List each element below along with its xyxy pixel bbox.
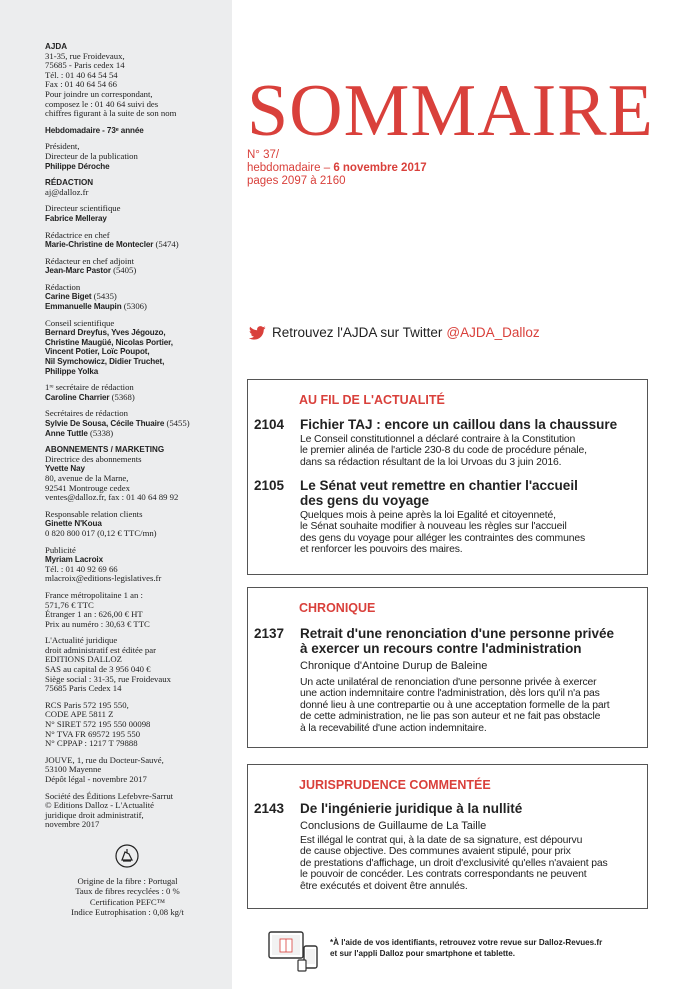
- entry-byline: Conclusions de Guillaume de La Taille: [300, 820, 487, 832]
- role-label: Responsable relation clients: [45, 508, 143, 519]
- issue-date: 6 novembre 2017: [333, 162, 427, 174]
- summary-line: à la recevabilité d'une action indemnitaire.: [300, 722, 487, 734]
- registry-line: RCS Paris 572 195 550,: [45, 699, 129, 710]
- copyright-line: novembre 2017: [45, 819, 100, 830]
- publisher-line: 75685 Paris Cedex 14: [45, 683, 122, 694]
- summary-line: et renforcer les pouvoirs des maires.: [300, 544, 463, 556]
- address-block: [45, 42, 230, 119]
- section-heading: JURISPRUDENCE COMMENTÉE: [299, 778, 491, 792]
- person-names: Bernard Dreyfus, Yves Jégouzo,: [45, 328, 166, 338]
- contact-line: ventes@dalloz.fr, fax : 01 40 64 89 92: [45, 492, 179, 503]
- summary-line: être exécutés et doivent être annulés.: [300, 880, 468, 892]
- extension: (5368): [109, 391, 135, 402]
- publisher-line: Siège social : 31-35, rue Froidevaux: [45, 673, 171, 684]
- copyright-line: © Editions Dalloz - L'Actualité: [45, 800, 155, 811]
- copyright-line: juridique droit administratif,: [45, 809, 144, 820]
- secretaire-block: [45, 383, 230, 402]
- section-heading: CHRONIQUE: [299, 601, 376, 615]
- section-heading: AU FIL DE L'ACTUALITÉ: [299, 393, 445, 407]
- abonnements-block: [45, 445, 230, 503]
- extension: (5405): [110, 265, 137, 276]
- entry-summary: [300, 434, 640, 468]
- entry-title: [300, 801, 640, 816]
- address-line: 80, avenue de la Marne,: [45, 472, 129, 483]
- relation-block: [45, 510, 230, 539]
- summary-line: Le Conseil constitutionnel a déclaré contraire à la Constitution: [300, 434, 576, 445]
- footer-note: [330, 937, 602, 959]
- copyright-line: Société des Éditions Lefebvre-Sarrut: [45, 790, 174, 801]
- summary-line: Quelques mois à peine après la loi Egalité et citoyenneté,: [300, 510, 556, 521]
- red-adj-block: [45, 257, 230, 276]
- role-label: Directrice des abonnements: [45, 453, 142, 464]
- summary-line: donné lieu à une contrepartie ou à une acceptation formelle de la part: [300, 699, 610, 711]
- registry-line: N° SIRET 572 195 550 00098: [45, 719, 151, 730]
- person-name: Ginette N'Koua: [45, 519, 102, 529]
- price-line: Prix au numéro : 30,63 € TTC: [45, 618, 150, 629]
- page-number: 2137: [254, 626, 285, 641]
- entry-summary: [300, 677, 640, 734]
- section-box: [247, 379, 648, 575]
- twitter-handle-link[interactable]: @AJDA_Dalloz: [446, 325, 540, 340]
- extension: (5306): [121, 301, 147, 312]
- price-line: Étranger 1 an : 626,00 € HT: [45, 609, 143, 620]
- tarifs-block: [45, 591, 230, 629]
- person-names: Christine Maugüé, Nicolas Portier,: [45, 337, 173, 347]
- rcs-block: [45, 701, 230, 749]
- entry-title: [300, 417, 640, 432]
- summary-line: Est illégal le contrat qui, à la date de sa signature, est dépourvu: [300, 835, 583, 846]
- summary-line: Un acte unilatéral de renonciation d'une personne privée à exercer: [300, 677, 597, 688]
- summary-line: le premier alinéa de l'article 230-8 du code de procédure pénale,: [300, 445, 587, 457]
- editeur-block: [45, 636, 230, 694]
- summary-line: des gens du voyage pour alléger les contraintes des communes: [300, 532, 585, 544]
- conseil-block: [45, 319, 230, 377]
- summary-line: de cette administration, ne lie pas son auteur et ne fait pas obstacle: [300, 711, 601, 723]
- registry-line: N° CPPAP : 1217 T 79888: [45, 738, 138, 749]
- entry-byline: Chronique d'Antoine Durup de Baleine: [300, 660, 488, 672]
- entry-summary: [300, 835, 640, 892]
- role-label: 1ʳᵉ secrétaire de rédaction: [45, 382, 134, 393]
- summary-line: de prestations d'affichage, un droit d'exclusivité qu'elles n'avaient pas: [300, 857, 608, 869]
- secretaires-block: [45, 409, 230, 438]
- recycle-logo-icon: [114, 843, 140, 869]
- issue-frequency: hebdomadaire –: [247, 162, 334, 174]
- paper-line: Certification PEFC™: [89, 896, 166, 907]
- address-line: composez le : 01 40 64 suivi des: [45, 98, 159, 109]
- person-name: Caroline Charrier: [45, 392, 110, 402]
- publicite-block: [45, 546, 230, 584]
- address-line: 75685 - Paris cedex 14: [45, 60, 125, 71]
- registry-line: N° TVA FR 69572 195 550: [45, 728, 141, 739]
- issue-pages: pages 2097 à 2160: [247, 175, 346, 187]
- extension: (5474): [153, 239, 179, 250]
- paper-line: Taux de fibres recyclées : 0 %: [75, 886, 180, 897]
- person-name: Fabrice Melleray: [45, 213, 107, 223]
- masthead-sidebar: [0, 0, 232, 989]
- summary-line: le pouvoir de concéder. Les contrats correspondants ne peuvent: [300, 869, 587, 881]
- entry-title-line: Retrait d'une renonciation d'une personne privée: [300, 626, 614, 641]
- person-names: Sylvie De Sousa, Cécile Thuaire: [45, 419, 165, 428]
- entry-title-line: Le Sénat veut remettre en chantier l'accueil: [300, 478, 578, 493]
- summary-line: une action indemnitaire contre l'administration, dès lors qu'il n'a pas: [300, 688, 600, 700]
- publisher-line: L'Actualité juridique: [45, 635, 118, 646]
- price-line: 571,76 € TTC: [45, 599, 94, 610]
- issue-info: [247, 149, 427, 188]
- devices-icon: [268, 930, 326, 972]
- imprimeur-block: [45, 756, 230, 785]
- role-label: Rédaction: [45, 281, 81, 292]
- extension: (5455): [164, 418, 190, 428]
- role-label: Secrétaires de rédaction: [45, 408, 128, 419]
- entry-title: [300, 478, 640, 508]
- twitter-promo[interactable]: [249, 325, 540, 340]
- extension: (5338): [87, 427, 114, 438]
- publisher-line: droit administratif est éditée par: [45, 644, 156, 655]
- frequency-label: Hebdomadaire - 73ᵉ année: [45, 125, 144, 135]
- copyright-block: [45, 792, 230, 830]
- section-heading: ABONNEMENTS / MARKETING: [45, 445, 165, 455]
- role-label: Publicité: [45, 544, 76, 555]
- address-line: 92541 Montrouge cedex: [45, 482, 130, 493]
- address-line: Pour joindre un correspondant,: [45, 88, 153, 99]
- role-label: Rédacteur en chef adjoint: [45, 255, 135, 266]
- email-link[interactable]: aj@dalloz.fr: [45, 186, 89, 197]
- page-number: 2143: [254, 801, 285, 816]
- role-label: Rédactrice en chef: [45, 229, 110, 240]
- paper-line: Origine de la fibre : Portugal: [77, 876, 178, 886]
- twitter-text: Retrouvez l'AJDA sur Twitter: [272, 325, 443, 340]
- summary-line: dans sa rédaction résultant de la loi Urvoas du 3 juin 2016.: [300, 456, 562, 468]
- publisher-line: SAS au capital de 3 956 040 €: [45, 664, 151, 675]
- masthead: [45, 42, 230, 837]
- summary-line: le Sénat souhaite modifier à nouveau les règles sur l'accueil: [300, 521, 567, 533]
- fax-line: Fax : 01 40 64 54 66: [45, 79, 117, 90]
- entry-title-line: De l'ingénierie juridique à la nullité: [300, 801, 523, 816]
- role-label: Conseil scientifique: [45, 317, 115, 328]
- address-line: chiffres figurant à la suite de son nom: [45, 108, 177, 119]
- person-name: Yvette Nay: [45, 464, 85, 474]
- footer-line: *À l'aide de vos identifiants, retrouvez votre revue sur Dalloz-Revues.fr: [330, 938, 603, 947]
- phone-line: Tél. : 01 40 64 54 54: [45, 69, 118, 80]
- page-number: 2105: [254, 478, 285, 493]
- printer-line: JOUVE, 1, rue du Docteur-Sauvé,: [45, 754, 164, 765]
- person-name: Carine Biget: [45, 292, 92, 302]
- role-label: Directeur de la publication: [45, 150, 138, 161]
- entry-title-line: Fichier TAJ : encore un caillou dans la chaussure: [300, 417, 618, 432]
- printer-line: 53100 Mayenne: [45, 764, 102, 775]
- footer-line: et sur l'appli Dalloz pour smartphone et tablette.: [330, 949, 515, 958]
- extension: (5435): [91, 291, 117, 302]
- printer-line: Dépôt légal - novembre 2017: [45, 774, 147, 784]
- page-title: SOMMAIRE: [247, 70, 654, 152]
- phone-line: 0 820 800 017 (0,12 € TTC/mn): [45, 527, 157, 538]
- entry-summary: [300, 510, 640, 556]
- registry-line: CODE APE 5811 Z: [45, 709, 114, 720]
- role-label: Directeur scientifique: [45, 203, 121, 214]
- journal-name: AJDA: [45, 42, 68, 51]
- summary-line: de cause objective. Des communes avaient stipulé, pour prix: [300, 846, 571, 858]
- email-link[interactable]: mlacroix@editions-legislatives.fr: [45, 573, 162, 584]
- section-box: [247, 764, 648, 909]
- paper-info: [40, 876, 215, 917]
- issue-number: N° 37/: [247, 149, 280, 161]
- person-names: Nil Symchowicz, Didier Truchet,: [45, 357, 165, 367]
- section-box: [247, 587, 648, 748]
- phone-line: Tél. : 01 40 92 69 66: [45, 563, 118, 574]
- person-name: Emmanuelle Maupin: [45, 302, 122, 312]
- person-name: Anne Tuttle: [45, 428, 88, 438]
- section-heading: RÉDACTION: [45, 178, 94, 188]
- president-block: [45, 142, 230, 171]
- entry-title-line: à exercer un recours contre l'administration: [300, 641, 582, 656]
- price-line: France métropolitaine 1 an :: [45, 589, 143, 600]
- person-name: Philippe Déroche: [45, 161, 110, 171]
- person-names: Vincent Potier, Loïc Poupot,: [45, 347, 150, 357]
- person-name: Jean-Marc Pastor: [45, 266, 111, 276]
- person-names: Philippe Yolka: [45, 366, 99, 376]
- address-line: 31-35, rue Froidevaux,: [45, 50, 125, 61]
- redaction-staff-block: [45, 283, 230, 312]
- red-chef-block: [45, 231, 230, 250]
- entry-title-line: des gens du voyage: [300, 493, 430, 508]
- redaction-block: [45, 178, 230, 197]
- dir-sci-block: [45, 204, 230, 223]
- paper-line: Indice Eutrophisation : 0,08 kg/t: [71, 906, 184, 917]
- person-name: Myriam Lacroix: [45, 555, 103, 565]
- publisher-line: EDITIONS DALLOZ: [45, 654, 122, 665]
- entry-title: [300, 626, 640, 656]
- person-name: Marie-Christine de Montecler: [45, 240, 154, 250]
- role-label: Président,: [45, 141, 80, 152]
- page-number: 2104: [254, 417, 285, 432]
- twitter-bird-icon: [249, 326, 266, 340]
